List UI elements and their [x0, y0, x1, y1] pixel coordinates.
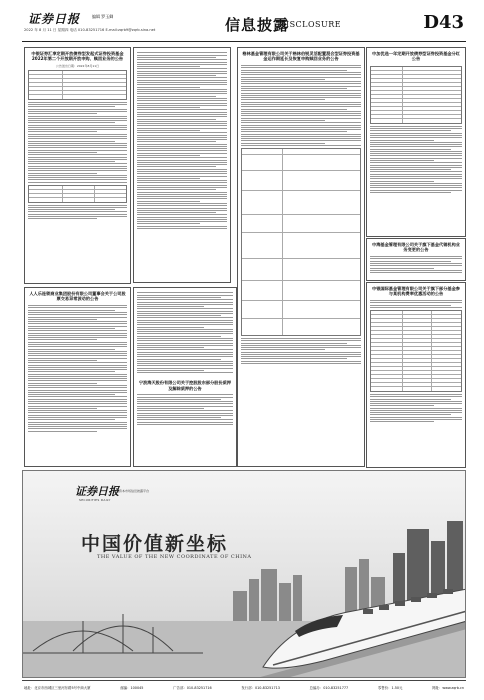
- body-text: [134, 48, 230, 229]
- article-b: [133, 47, 231, 283]
- footer-address: 地址：北京市西城区三里河东路5号中商大厦: [24, 686, 91, 690]
- dateline: 2022 年 8 月 11 日 星期四 电话 010-83251716 E-mail:zqrb9@zqrb.sina.net: [24, 28, 156, 32]
- ad-logo-en: SECURITIES DAILY: [79, 498, 111, 502]
- article-f: [366, 282, 466, 468]
- article-h: [133, 287, 237, 467]
- advertisement: [22, 470, 466, 678]
- section-title: 信息披露: [225, 16, 290, 34]
- article-f-title: 中银国际基金管理有限公司关于旗下部分基金参与某机构费率优惠活动的公告: [372, 286, 460, 297]
- footer-price: 零售价：1.50元: [377, 686, 403, 690]
- fee-table: [28, 185, 127, 203]
- fund-table: [241, 148, 361, 336]
- masthead: [22, 8, 466, 42]
- dividend-table: [370, 66, 462, 124]
- article-e-title: 中海基金管理有限公司关于旗下基金代销机构业务变更的公告: [372, 242, 460, 253]
- article-a-title: 中银证券汇享定期开放债券型发起式证券投资基金2022年第二个开放期开放申购、赎回业务的公告: [31, 51, 124, 62]
- body-text: [367, 126, 465, 193]
- newspaper-logo: 证券日报: [28, 12, 81, 26]
- page-number: D43: [423, 12, 464, 33]
- info-table: [28, 70, 127, 100]
- footer-circulation: 发行部：010-83251713: [241, 686, 280, 690]
- article-c-title: 格林基金管理有限公司关于格林伯锐灵活配置混合型证券投资基金运作期延长及恢复申购赎回业务的公告: [242, 51, 360, 62]
- ad-slogan: 中国价值新坐标: [81, 533, 229, 555]
- article-e: [366, 238, 466, 281]
- article-a: [24, 47, 131, 284]
- ad-blurb: 中国资本市场信息披露平台: [113, 489, 150, 493]
- article-d: [366, 47, 466, 237]
- ad-logo: 证券日报: [75, 485, 119, 498]
- fee-discount-table: [370, 310, 462, 392]
- footer: [22, 680, 466, 694]
- article-g-title: 人人乐连锁商业集团股份有限公司董事会关于公司股票交易异常波动的公告: [29, 291, 126, 302]
- body-text: [367, 256, 465, 273]
- article-h-title: 宁波海天股份有限公司关于控股股东部分股份质押及解除质押的公告: [138, 380, 232, 391]
- body-text: [134, 288, 236, 373]
- body-text: [238, 65, 364, 146]
- footer-postcode: 邮编：100045: [120, 686, 144, 690]
- article-c: [237, 47, 365, 467]
- body-text: [25, 102, 130, 183]
- section-title-en: DISCLOSURE: [279, 20, 342, 29]
- editor-credit: 编辑 罗玉卿: [92, 14, 114, 19]
- article-g: [24, 287, 131, 467]
- footer-office: 总编办：010-83251777: [309, 686, 349, 690]
- ad-slogan-en: THE VALUE OF THE NEW COORDINATE OF CHINA: [97, 554, 252, 560]
- article-a-subtitle: 公告送出日期：2022年8月11日: [55, 63, 100, 68]
- body-text: [367, 300, 465, 308]
- footer-ad-phone: 广告部：010-83251716: [173, 686, 212, 690]
- body-text: [25, 305, 130, 431]
- skyline-train-illustration: [23, 471, 466, 678]
- footer-website: 网址：www.zqrb.cn: [432, 686, 464, 690]
- article-d-title: 中加优选一年定期开放债券型证券投资基金分红公告: [372, 51, 460, 62]
